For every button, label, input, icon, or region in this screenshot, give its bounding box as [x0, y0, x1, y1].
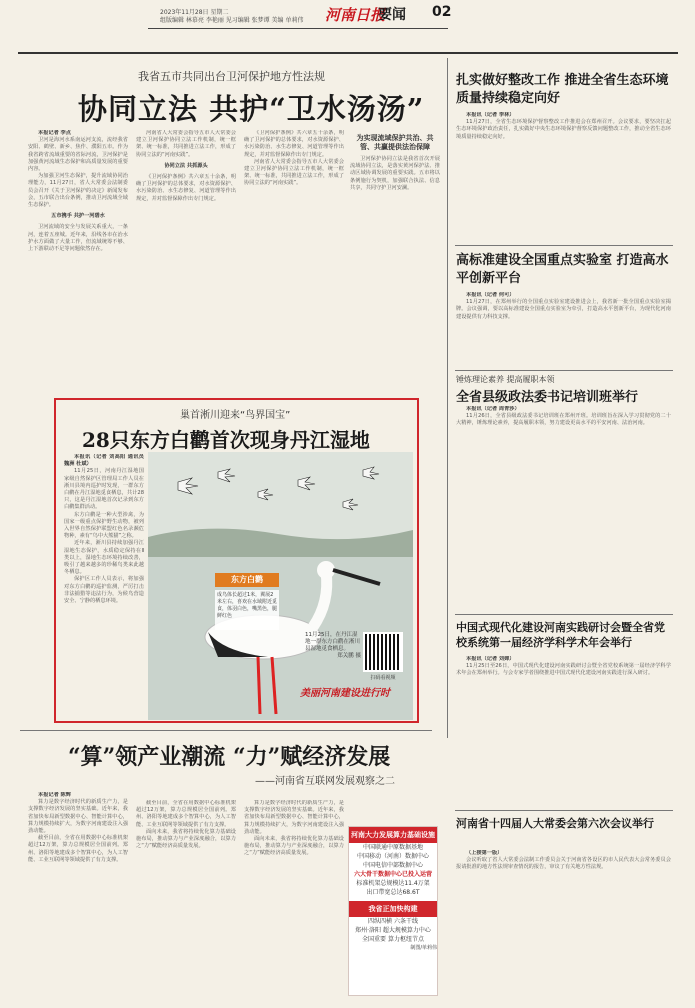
article1-body4: 河南省人大常委会指导五市人大常委会建立卫河保护协同立法工作机制，统一框架、统一标准，共同推进立法工作，形成了协同立法的“河南实践”。 [136, 130, 236, 158]
right-rule-4 [455, 810, 673, 811]
infographic-title: 河南大力发展算力基础设施 [349, 827, 437, 843]
photo-caption [305, 632, 361, 660]
photo-desc: 成鸟体长超过1米，翼展2米左右，喜欢在水域附近觅食，体羽白色，嘴黑色，腿鲜红色 [215, 590, 279, 630]
article3-body1: 算力是数字经济时代的新质生产力，是支撑数字经济发展的坚实基础。近年来，我省加快布局新型数据中心、智能计算中心，算力规模持续扩大，为数字河南建设注入强劲动能。 [28, 799, 128, 835]
right-rule-1 [455, 245, 673, 246]
article3-byline: 本报记者 陈辉 [38, 792, 71, 798]
article1-col1 [28, 130, 128, 390]
article3-body1b: 算力是数字经济时代的新质生产力，是支撑数字经济发展的坚实基础。近年来，我省加快布局新型数据中心、智能计算中心，算力规模持续扩大，为数字河南建设注入强劲动能。 [244, 800, 344, 835]
promo-line-4: 六大骨干数据中心已投入运营 [353, 871, 432, 878]
right3-text [456, 406, 671, 611]
right-rule-2 [455, 370, 673, 371]
right2-body: 11月27日，在郑州举行的全国重点实验室建设推进会上，我省新一批全国重点实验室揭牌。会议强调，要以高标准建设全国重点实验室为牵引，打造高水平创新平台，为现代化河南建设提供有力科技支撑。 [456, 299, 671, 320]
infographic-credit: 制图/单莉伟 [410, 945, 437, 951]
right2-headline: 高标准建设全国重点实验室 打造高水平创新平台 [456, 253, 669, 286]
right1-headline: 扎实做好整改工作 推进全省生态环境质量持续稳定向好 [456, 73, 669, 106]
newspaper-logo: 河南日报 [325, 6, 386, 24]
article2-text [64, 454, 144, 716]
article1-byline: 本报记者 李点 [38, 130, 71, 136]
photographer: 郑关鹏 摄 [337, 653, 361, 659]
column-divider [447, 58, 448, 738]
right4-body: 11月25日至26日，中国式现代化建设河南实践研讨会暨全省党校系统第一届经济学科学术年会在郑州举行。与会专家学者围绕推进中国式现代化建设河南实践进行深入研讨。 [456, 663, 671, 677]
photo-tag: 东方白鹳 [215, 573, 279, 587]
caption-text: 11月25日，在丹江湿地一群东方白鹳在淅川县湿地觅食栖息。 [305, 632, 361, 652]
article1-kicker: 我省五市共同出台卫河保护地方性法规 [138, 70, 325, 83]
infographic-title-2: 我省正加快构建 [349, 901, 437, 917]
article1-subhead2: 协同立法 共抓源头 [164, 162, 208, 169]
qr-label: 扫码看视频 [370, 675, 396, 681]
right4-text [456, 656, 671, 806]
right3-byline: 本报讯（记者 周青莎） [466, 406, 520, 412]
article2-body3: 近年来，淅川县持续加强丹江湿地生态保护，水质稳定保持在Ⅱ类以上，湿地生态环境持续改善，吸引了越来越多的珍稀鸟类来此越冬栖息。 [64, 540, 144, 576]
infographic-box [348, 826, 438, 996]
promo-line-1: 中国联通中原数据基地 [362, 844, 423, 851]
article2-body4: 保护区工作人员表示，将加强对东方白鹳的巡护监测，严厉打击非法捕猎等违法行为，为候鸟营造安全、宁静的栖息环境。 [64, 576, 144, 605]
right1-text [456, 112, 671, 242]
article1-body2: 为加强卫河生态保护，提升流域协同治理能力，11月27日，省人大常委会法制委员会召开《关于卫河保护的决定》新闻发布会，五市联合出台条例，推动卫河流域全域生态保护。 [28, 173, 128, 209]
right3-headline: 全省县级政法委书记培训班举行 [456, 390, 639, 405]
article3-headline: “算”领产业潮流 “力”赋经济发展 [68, 744, 391, 770]
article1-body6: 卫河保护协同立法是我省首次开展流域协同立法，是落实黄河保护法、推动区域协调发展的重要实践。五市将以条例施行为契机，加强联合执法、信息共享，共同守护卫河安澜。 [350, 156, 440, 191]
article1-body4b: 河南省人大常委会指导五市人大常委会建立卫河保护协同立法工作机制，统一框架、统一标准，共同推进立法工作，形成了协同立法的“河南实践”。 [244, 158, 344, 187]
right5-headline: 河南省十四届人大常委会第六次会议举行 [456, 817, 654, 830]
right4-byline: 本报讯（记者 刘婵） [466, 656, 515, 662]
section-title: 要闻 [378, 7, 406, 23]
date-line: 2023年11月28日 星期二 [160, 9, 229, 16]
editors-line: 组版编辑 林慕亮 李艳丽 见习编辑 张梦谭 美编 单莉伟 [160, 17, 304, 24]
article3-subtitle: ——河南省互联网发展观察之二 [255, 776, 395, 787]
article2-body2: 东方白鹳是一种大型涉禽，为国家一级重点保护野生动物，被列入世界自然保护联盟红色名录濒危物种，素有“鸟中大熊猫”之称。 [64, 511, 144, 540]
article1-col2 [136, 130, 236, 390]
article1-col3 [244, 130, 344, 390]
article2-headline: 28只东方白鹳首次现身丹江湿地 [82, 428, 370, 452]
article3-col3 [244, 800, 344, 992]
article1-body5: 《卫河保护条例》共六章五十余条，明确了卫河保护的总体要求，对水资源保护、水污染防治、水生态修复、河道管理等作出规定，并对监督保障作出专门规定。 [136, 174, 236, 202]
slogan: 美丽河南建设进行时 [300, 688, 390, 699]
promo-line-2: 中国移动（河南）数据中心 [356, 853, 429, 860]
article3-col1 [28, 792, 128, 992]
right5-body: 会议听取了省人大常委会法制工作委员会关于河南省各设区的市人民代表大会常务委员会报请批准的地方性法规审查情况的报告，审议了有关地方性法规。 [456, 857, 671, 871]
article1-body3: 卫河流域的安全与发展关系重大，一条河，连着五座城。近年来，沿线各市在治水护水方面做了大量工作，但流域统筹不够、上下游联动不足等问题依然存在。 [28, 224, 128, 253]
right2-text [456, 292, 671, 372]
promo2-line-1: 四纵四横 六条干线 [368, 918, 418, 925]
article2-body1: 11月25日，河南丹江湿地国家级自然保护区管理局工作人员在淅川县境内巡护时发现，一群东方白鹳在丹江湿地觅食栖息，共计28只，这是丹江湿地首次记录到东方白鹳集群活动。 [64, 468, 144, 511]
page-header [0, 0, 695, 52]
right1-body: 11月27日，全省生态环境保护督察整改工作推进会在郑州召开。会议要求，要坚决扛起生态环境保护政治责任，扎实做好中央生态环境保护督察反馈问题整改工作，推动全省生态环境质量持续稳定向好。 [456, 119, 671, 140]
right1-byline: 本报讯（记者 李林） [466, 112, 515, 118]
page-number: 02 [432, 4, 452, 20]
right5-text [456, 850, 671, 998]
article1-headline: 协同立法 共护“卫水汤汤” [78, 92, 425, 126]
right4-headline: 中国式现代化建设河南实践研讨会暨全省党校系统第一届经济学科学术年会举行 [456, 621, 665, 649]
article1-body1: 卫河是海河水系南运河支流，流经我省安阳、鹤壁、新乡、焦作、濮阳五市。作为我省跨省流域重要的省际河流，卫河保护是加强黄河流域生态保护和高质量发展的重要内容。 [28, 137, 128, 173]
right2-byline: 本报讯（记者 何可） [466, 292, 515, 298]
promo2-line-2: 郑州·洛阳 超大规模算力中心 [355, 927, 431, 934]
promo-line-5: 标准机架总规模达11.4万架 [356, 880, 430, 887]
right3-body: 11月26日，全省县级政法委书记培训班在郑州开班。培训班旨在深入学习贯彻党的二十大精神，锤炼理论素养，提高履职本领，努力建设更高水平的平安河南、法治河南。 [456, 413, 671, 427]
header-rule [148, 28, 448, 29]
article3-body3: 面向未来，我省将持续优化算力基础设施布局，推动算力与产业深度融合，以算力之“力”赋能经济高质量发展。 [136, 828, 236, 850]
header-meta [160, 9, 303, 25]
article1-subhead3: 为实现流域保护共治、共管、共赢提供法治保障 [356, 134, 434, 151]
article3-col2 [136, 800, 236, 992]
right3-kicker: 锤炼理论素养 提高履职本领 [456, 375, 555, 384]
header-divider [18, 52, 678, 54]
right5-byline: （上接第一版） [466, 850, 503, 856]
article2-byline: 本报讯（记者 刘高阳 通讯员 魏洲 杜斌） [64, 454, 144, 468]
article1-col4 [350, 130, 440, 390]
right-rule-3 [455, 614, 673, 615]
promo-line-3: 中国电信中部数据中心 [362, 862, 423, 869]
article1-subhead1: 五市携手 共护一河碧水 [51, 213, 105, 220]
promo2-line-3: 全国重要 算力枢纽节点 [362, 936, 424, 943]
article1-body5b: 《卫河保护条例》共六章五十余条，明确了卫河保护的总体要求，对水资源保护、水污染防治、水生态修复、河道管理等作出规定，并对监督保障作出专门规定。 [244, 130, 344, 158]
qr-code[interactable] [363, 632, 403, 672]
article3-body2b: 截至目前，全省在用数据中心标准机架超过12万架，算力总规模居全国前列。郑州、洛阳等地建成多个智算中心，为人工智能、工业互联网等领域提供了有力支撑。 [136, 800, 236, 828]
article2-kicker: 巢首淅川迎来“鸟界国宝” [180, 410, 291, 421]
article3-rule [20, 730, 432, 731]
article3-body3b: 面向未来，我省将持续优化算力基础设施布局，推动算力与产业深度融合，以算力之“力”赋能经济高质量发展。 [244, 836, 344, 857]
article3-body2: 截至目前，全省在用数据中心标准机架超过12万架，算力总规模居全国前列。郑州、洛阳等地建成多个智算中心，为人工智能、工业互联网等领域提供了有力支撑。 [28, 835, 128, 863]
promo-line-6: 出口带宽总达68.6T [366, 889, 420, 896]
